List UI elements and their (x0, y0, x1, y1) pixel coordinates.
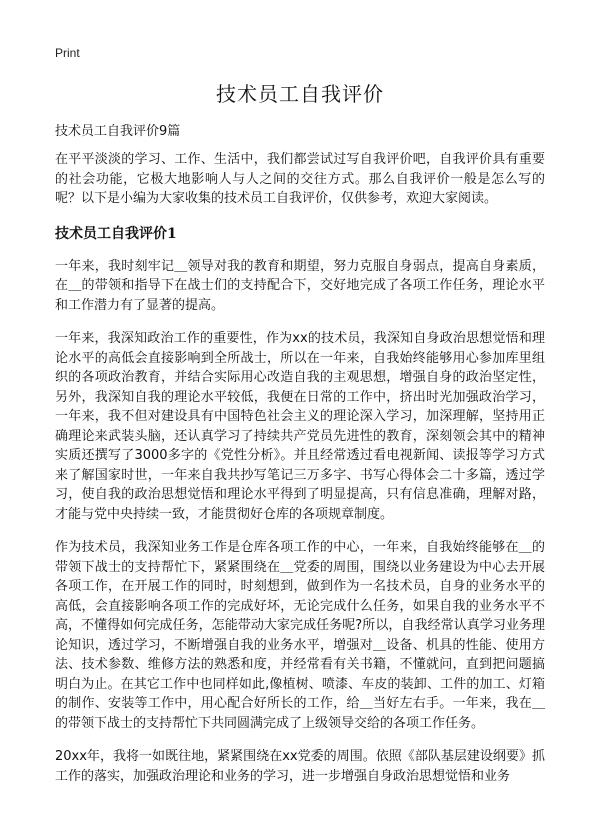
intro-paragraph: 在平平淡淡的学习、工作、生活中，我们都尝试过写自我评价吧，自我评价具有重要的社会功能，它极大地影响人与人之间的交往方式。那么自我评价一般是怎么写的呢？以下是小编为大家收集的技术员工自我评价，仅供参考，欢迎大家阅读。 (55, 152, 545, 206)
page-title: 技术员工自我评价 (216, 82, 384, 106)
document-subtitle: 技术员工自我评价9篇 (55, 124, 181, 139)
paragraph-3: 作为技术员，我深知业务工作是仓库各项工作的中心，一年来，自我始终能够在＿的带领下战士的支持帮忙下，紧紧围绕在＿党委的周围，围绕以业务建设为中心去开展各项工作，在开展工作的同时，时刻想到，做到作为一名技术员，自身的业务水平的高低，会直接影响各项工作的完成好坏，无论完成什么任务，如果自我的业务水平不高，不懂得如何完成任务，怎能带动大家完成任务呢?所以，自我经常认真学习业务理论知识，透过学习，不断增强自我的业务水平，增强对＿设备、机具的性能、使用方法、技术参数、维修方法的熟悉和度，并经常看有关书籍，不懂就问，直到把问题搞明白为止。在其它工作中也同样如此,像植树、喷漆、车皮的装卸、工件的加工、灯箱的制作、安装等工作中，用心配合好所长的工作，给＿当好左右手。一年来，我在＿的带领下战士的支持帮忙下共同圆满完成了上级领导交给的各项工作任务。 (55, 540, 545, 731)
paragraph-2: 一年来，我深知政治工作的重要性，作为xx的技术员，我深知自身政治思想觉悟和理论水平的高低会直接影响到全所战士，所以在一年来，自我始终能够用心参加库里组织的各项政治教育，并结合实际用心改造自我的主观思想，增强自身的政治坚定性，另外，我深知自我的理论水平较低，我便在日常的工作中，挤出时光加强政治学习，一年来，我不但对建设具有中国特色社会主义的理论深入学习，加深理解，坚持用正确理论来武装头脑，还认真学习了持续共产党员先进性的教育，深刻领会其中的精神实质还撰写了3000多字的《党性分析》。并且经常透过看电视新闻、读报等学习方式来了解国家时世，一年来自我共抄写笔记三万多字、书写心得体会二十多篇，透过学习，使自我的政治思想觉悟和理论水平得到了明显提高，只有信息准确，理解对路，才能与党中央持续一致，才能贯彻好仓库的各项规章制度。 (55, 331, 545, 522)
paragraph-4: 20xx年，我将一如既往地，紧紧围绕在xx党委的周围。依照《部队基层建设纲要》抓工作的落实，加强政治理论和业务的学习，进一步增强自身政治思想觉悟和业务 (55, 749, 545, 784)
document-body (55, 150, 545, 800)
section-heading: 技术员工自我评价1 (55, 225, 177, 242)
paragraph-1: 一年来，我时刻牢记＿领导对我的教育和期望，努力克服自身弱点，提高自身素质，在＿的带领和指导下在战士们的支持配合下，交好地完成了各项工作任务，理论水平和工作潜力有了显著的提高。 (55, 258, 545, 313)
print-label[interactable]: Print (55, 46, 80, 60)
